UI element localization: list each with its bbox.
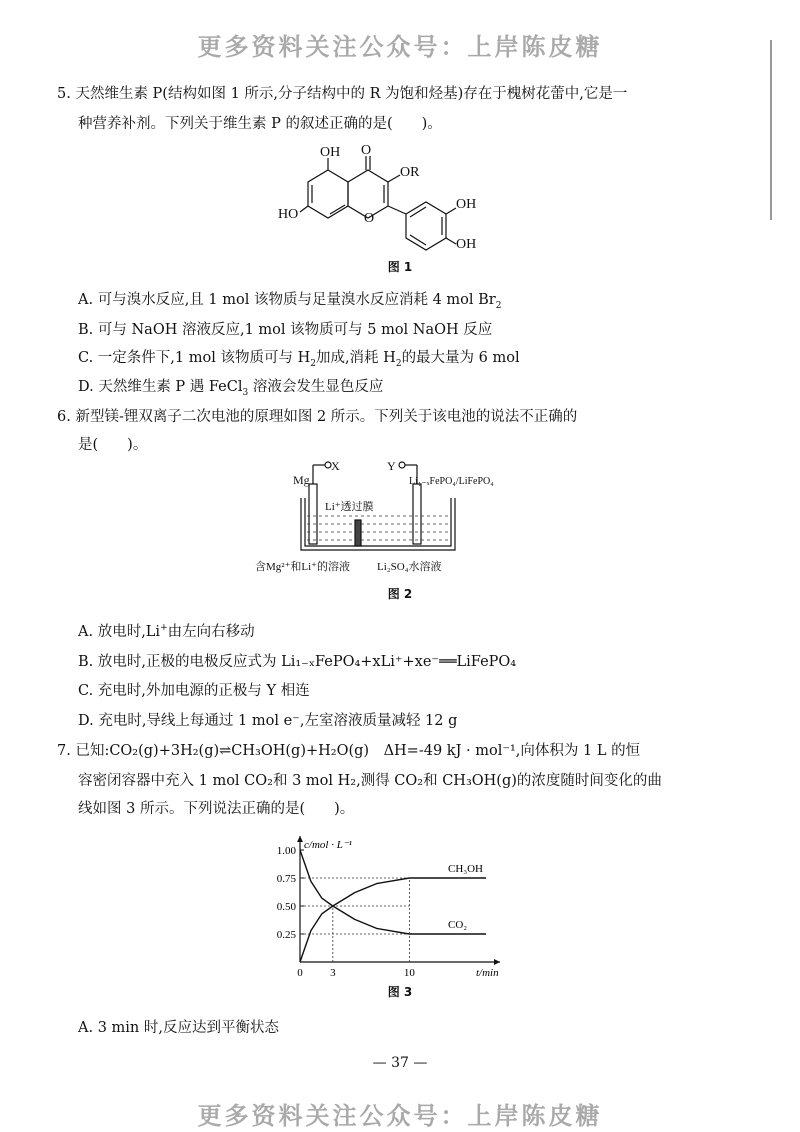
q6-option-d: D. 充电时,导线上每通过 1 mol e⁻,左室溶液质量减轻 12 g (78, 713, 458, 729)
x-axis-label: t/min (476, 967, 499, 979)
q5-stem-line1: 5. 天然维生素 P(结构如图 1 所示,分子结构中的 R 为饱和烃基)存在于槐树花蕾中,它是一 (57, 86, 628, 102)
ho-left-label: HO (278, 207, 299, 222)
q7-stem-line3: 线如图 3 所示。下列说法正确的是( )。 (78, 801, 355, 817)
right-solution-label: Li₂SO₄水溶液 (377, 561, 442, 573)
q6-stem-line2: 是( )。 (78, 437, 148, 453)
figure-2-caption: 图 2 (387, 587, 413, 601)
watermark-top: 更多资料关注公众号：上岸陈皮糖 (197, 33, 603, 61)
q5-structure-figure (278, 138, 500, 253)
watermark-bottom: 更多资料关注公众号：上岸陈皮糖 (197, 1102, 603, 1130)
q5-option-b: B. 可与 NaOH 溶液反应,1 mol 该物质可与 5 mol NaOH 反应 (78, 322, 493, 338)
right-margin-mark (770, 40, 772, 220)
x-tick-label: 3 (330, 967, 336, 979)
q7-concentration-chart (262, 826, 522, 979)
page-number: — 37 — (372, 1055, 428, 1071)
q7-stem-line2: 容密闭容器中充入 1 mol CO₂和 3 mol H₂,测得 CO₂和 CH₃OH(g)的浓度随时间变化的曲 (78, 773, 662, 789)
terminal-x-label: X (331, 459, 340, 473)
series-label-0: CH₃OH (448, 863, 484, 875)
q5-option-c: C. 一定条件下,1 mol 该物质可与 $H_2$加成,消耗 $H_2$的最大量为 6 mol (78, 350, 520, 369)
q6-option-c: C. 充电时,外加电源的正极与 Y 相连 (78, 683, 310, 699)
left-solution-label: 含Mg²⁺和Li⁺的溶液 (255, 561, 350, 573)
mg-electrode-label: Mg (293, 473, 310, 487)
terminal-y-label: Y (387, 459, 396, 473)
q6-battery-figure (255, 460, 545, 580)
or-label: OR (400, 165, 420, 180)
oh-top-label: OH (320, 145, 341, 160)
figure-1-caption: 图 1 (387, 260, 413, 274)
y-axis-label: c/mol · L⁻¹ (304, 839, 352, 851)
x-tick-label: 0 (297, 967, 303, 979)
membrane-label: Li⁺透过膜 (325, 501, 374, 513)
q5-stem-line2: 种营养补剂。下列关于维生素 P 的叙述正确的是( )。 (78, 116, 442, 132)
ring-o-label: O (364, 211, 375, 226)
q7-stem-line1: 7. 已知:CO₂(g)+3H₂(g)⇌CH₃OH(g)+H₂O(g) ΔH=-49 kJ · mol⁻¹,向体积为 1 L 的恒 (57, 743, 641, 759)
oh-ring-2-label: OH (456, 237, 477, 252)
carbonyl-o-label: O (361, 143, 372, 158)
cathode-label: Li₁₋ₓFePO₄/LiFePO₄ (409, 476, 494, 487)
y-tick-label: 1.00 (276, 845, 296, 857)
y-tick-label: 0.50 (276, 901, 296, 913)
q6-option-a: A. 放电时,Li+由左向右移动 (78, 623, 255, 640)
q6-option-b: B. 放电时,正极的电极反应式为 Li₁₋ₓFePO₄+xLi⁺+xe⁻══LiFePO₄ (78, 654, 517, 670)
oh-ring-1-label: OH (456, 197, 477, 212)
y-tick-label: 0.25 (276, 929, 296, 941)
q6-stem-line1: 6. 新型镁-锂双离子二次电池的原理如图 2 所示。下列关于该电池的说法不正确的 (57, 409, 578, 425)
x-tick-label: 10 (403, 967, 415, 979)
q7-option-a: A. 3 min 时,反应达到平衡状态 (78, 1020, 279, 1036)
q5-option-a: A. 可与溴水反应,且 1 mol 该物质与足量溴水反应消耗 4 mol $Br_2$ (78, 292, 502, 311)
series-label-1: CO₂ (448, 919, 468, 931)
x-axis-arrow (494, 959, 500, 965)
y-axis-arrow (297, 836, 303, 842)
figure-3-caption: 图 3 (387, 985, 413, 999)
y-tick-label: 0.75 (276, 873, 296, 885)
q5-option-d: D. 天然维生素 P 遇 FeCl$_3$ 溶液会发生显色反应 (78, 379, 384, 398)
